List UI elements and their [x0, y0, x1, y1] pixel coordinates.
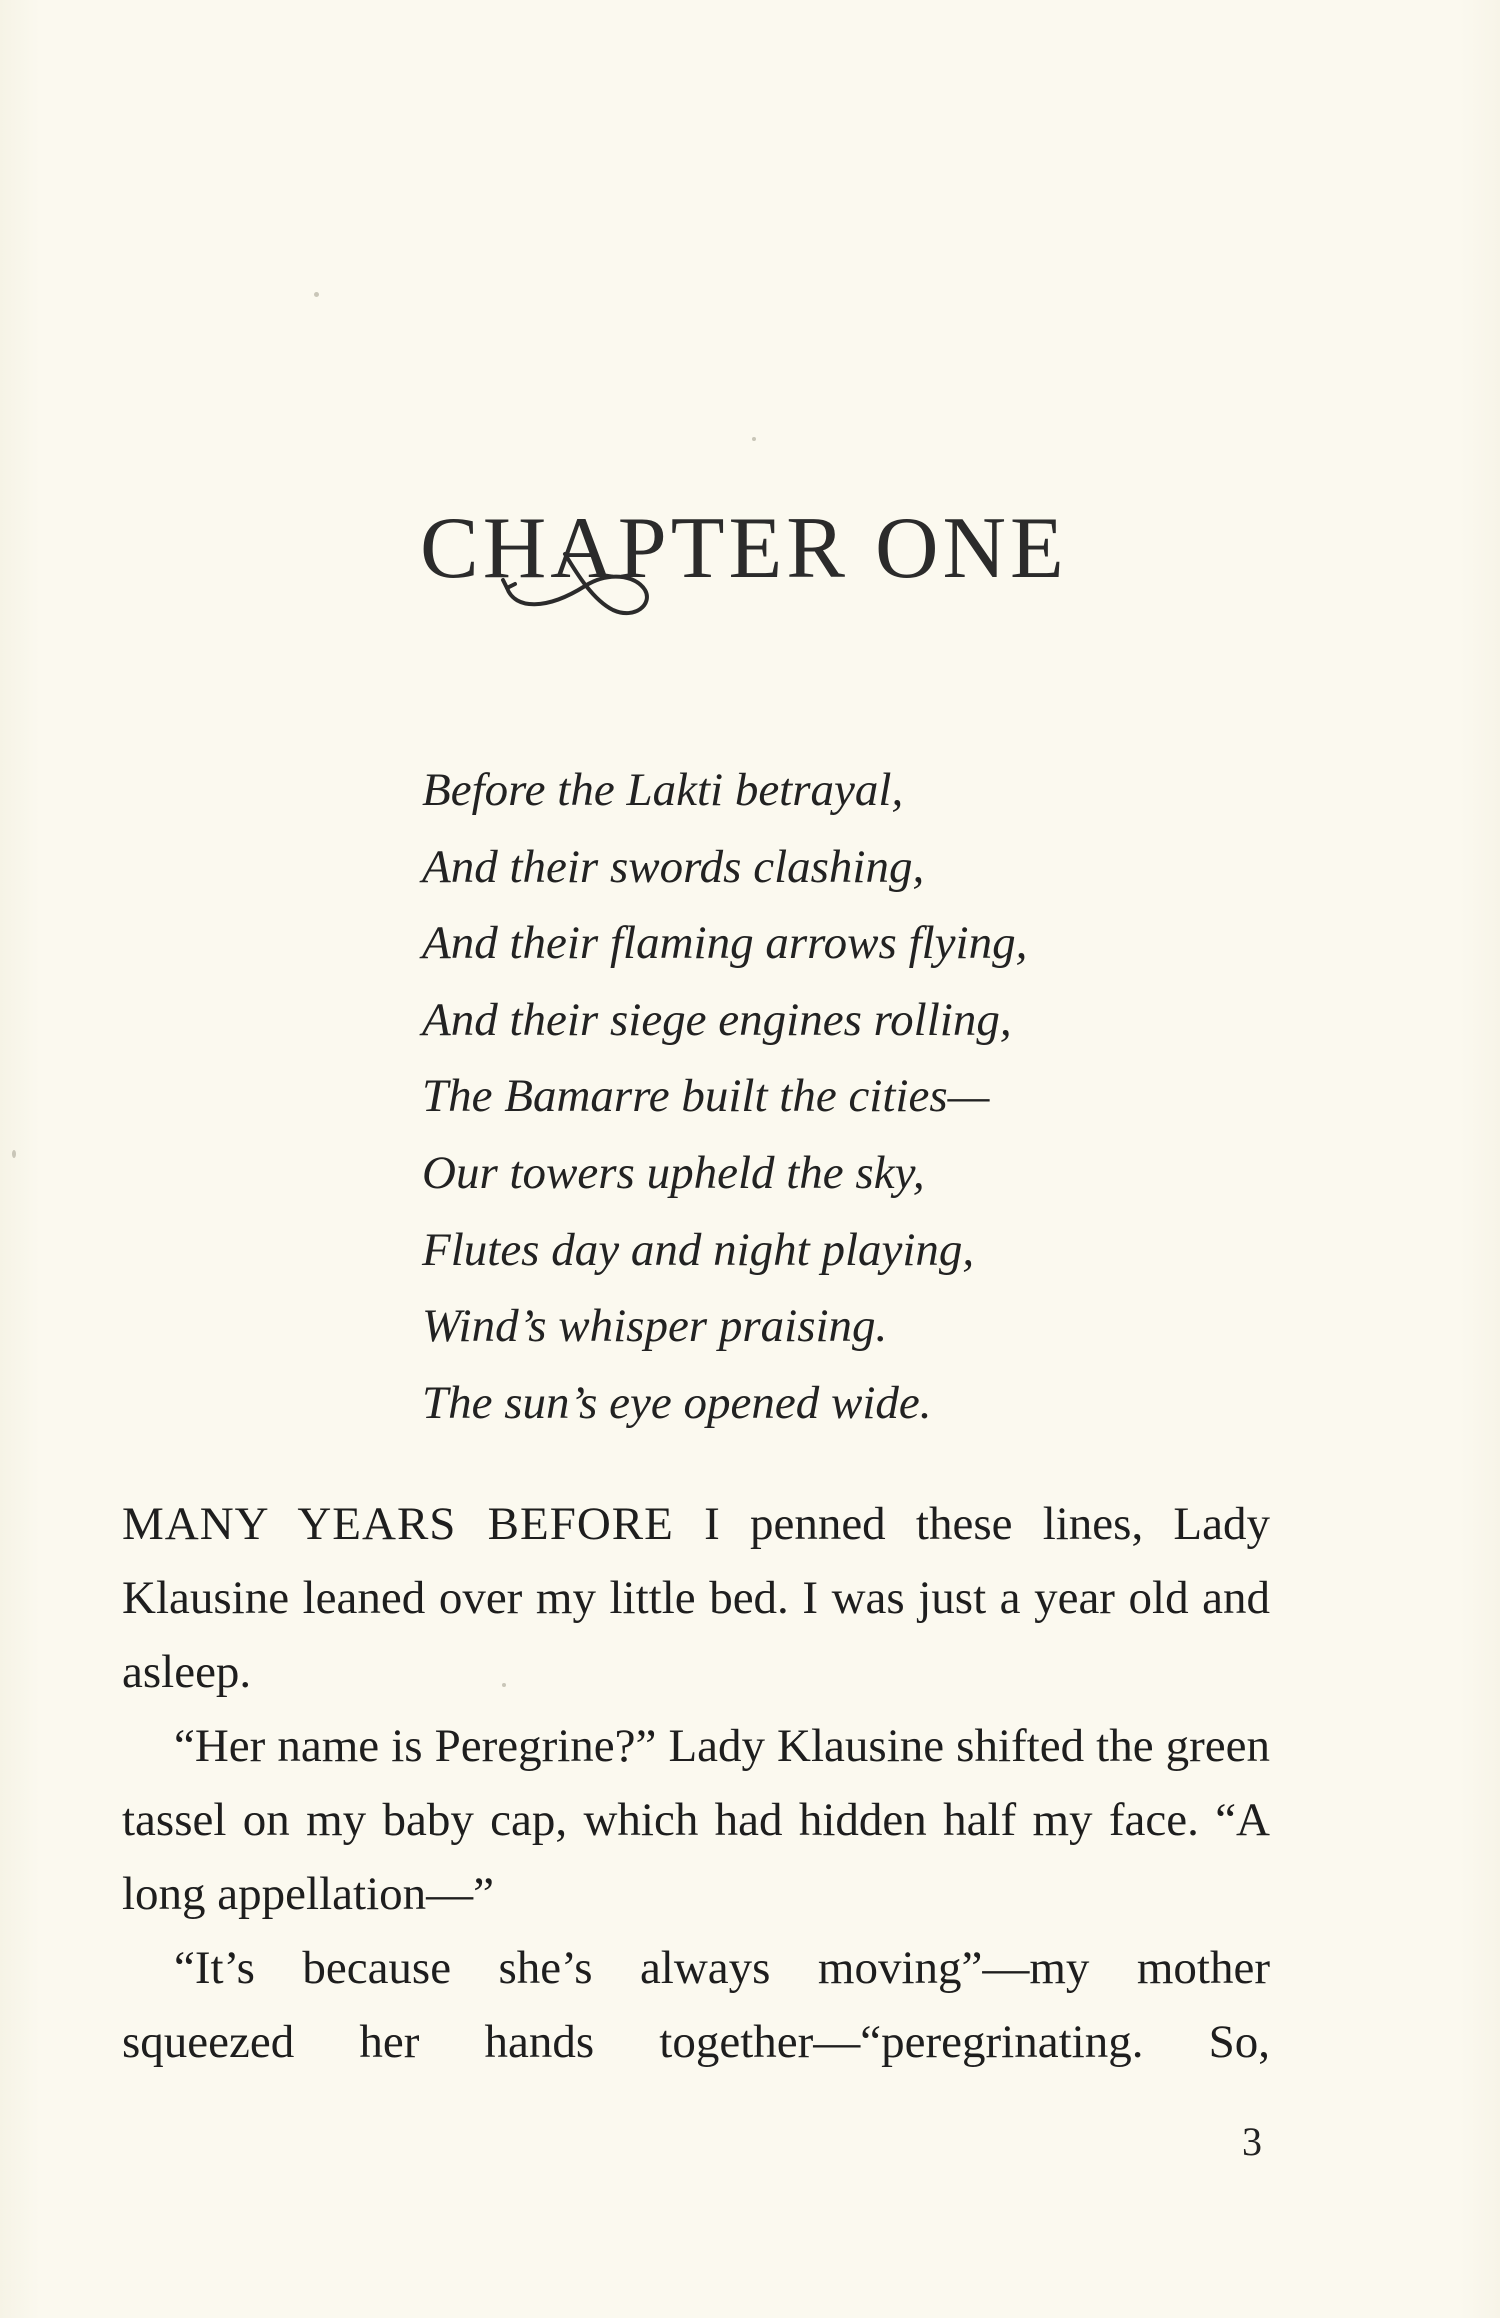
paragraph-1-text: I penned these lines, Lady Klausine leaned over my little bed. I was just a year old and asleep. — [122, 1498, 1271, 1698]
epigraph-verse — [422, 752, 1122, 1441]
verse-line: And their flaming arrows flying, — [422, 917, 1028, 970]
paper-speck — [12, 1150, 16, 1158]
verse-line: And their swords clashing, — [422, 840, 925, 893]
chapter-title: CHAPTER ONE — [420, 500, 1068, 597]
paragraph-2: “Her name is Peregrine?” Lady Klausine shifted the green tassel on my baby cap, which had hidden half my face. “A long appellation—” — [122, 1720, 1270, 1920]
verse-line: Our towers upheld the sky, — [422, 1146, 925, 1199]
page-number: 3 — [1242, 2119, 1262, 2164]
paper-speck — [752, 437, 756, 441]
verse-line: Flutes day and night playing, — [422, 1223, 975, 1276]
chapter-lead-in: MANY YEARS BEFORE — [122, 1498, 674, 1550]
verse-line: The Bamarre built the cities— — [422, 1070, 990, 1123]
verse-line: Before the Lakti betrayal, — [422, 764, 904, 816]
paragraph-3: “It’s because she’s always moving”—my mother squeezed her hands together—“peregrinating. So, — [122, 1942, 1270, 2068]
chapter-title-flourish — [495, 548, 675, 638]
body-text — [122, 1487, 1270, 2079]
verse-line: And their siege engines rolling, — [422, 993, 1012, 1046]
verse-line: The sun’s eye opened wide. — [422, 1376, 932, 1429]
verse-line: Wind’s whisper praising. — [422, 1300, 888, 1353]
paper-speck — [314, 292, 319, 297]
paragraph-1 — [122, 1487, 1270, 1709]
